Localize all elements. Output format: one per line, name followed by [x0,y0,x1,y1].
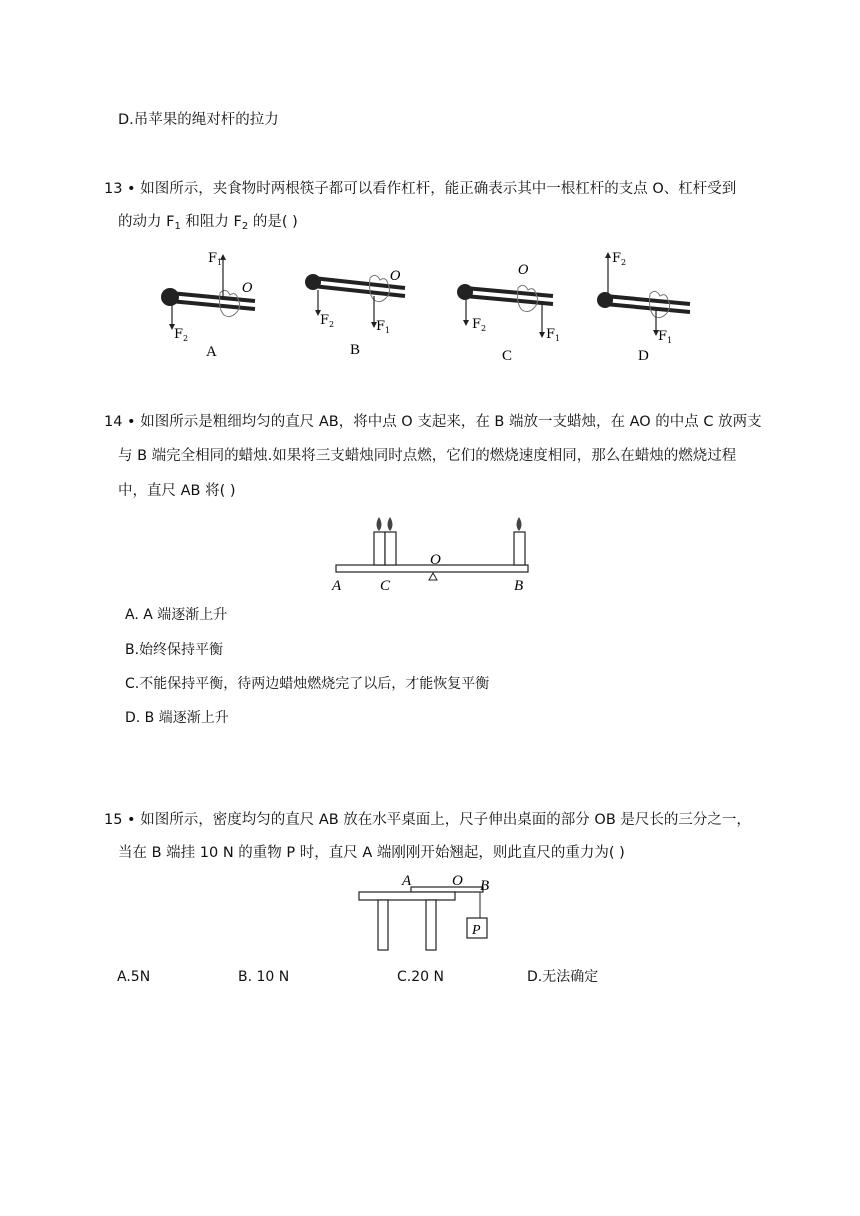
q14-label-c: C [380,578,391,592]
q13-figure-b [305,269,405,358]
q13-label-b: B [350,342,361,358]
q15-stem-line2: 当在 B 端挂 10 N 的重物 P 时，直尺 A 端刚刚开始翘起，则此直尺的重力为( ) [118,845,625,861]
q15-option-c: C.20 N [397,969,444,985]
q15-label-o: O [452,873,463,889]
q12-option-d: D.吊苹果的绳对杆的拉力 [118,112,279,128]
q13-chopstick-figures [150,248,730,370]
q14-option-c: C.不能保持平衡，待两边蜡烛燃烧完了以后，才能恢复平衡 [125,676,490,692]
q15-table-figure [356,870,506,954]
q13-label-c: C [502,348,513,364]
q14-label-o: O [430,552,441,568]
q13-b-f1-label: $F_1$ [376,319,391,335]
q15-option-a: A.5N [117,969,151,985]
q13-figure-c [457,263,560,364]
q14-option-a: A. A 端逐渐上升 [125,607,228,623]
q13-d-f1-label: $F_1$ [658,329,673,345]
q13-stem-line2: 的动力 $F_1$ 和阻力 $F_2$ 的是( ) [118,214,298,232]
q14-stem-line1: 14 • 如图所示是粗细均匀的直尺 AB，将中点 O 支起来，在 B 端放一支蜡烛，在 AO 的中点 C 放两支 [104,414,762,430]
q13-b-f2-label: $F_2$ [320,313,335,329]
q14-ruler-figure [326,512,536,592]
q14-stem-line3: 中，直尺 AB 将( ) [118,483,236,499]
q13-a-o-label: O [242,281,253,296]
q15-option-d: D.无法确定 [527,969,599,985]
q13-d-f2-label: $F_2$ [612,251,627,267]
q15-label-a: A [402,873,412,889]
q13-label-a: A [206,344,217,360]
q15-label-b: B [480,878,490,894]
q13-label-d: D [638,348,649,364]
q13-b-o-label: O [390,269,401,284]
q13-c-o-label: O [518,263,529,278]
q14-option-d: D. B 端逐渐上升 [125,710,229,726]
q13-stem-line1: 13 • 如图所示，夹食物时两根筷子都可以看作杠杆，能正确表示其中一根杠杆的支点 O、杠杆受到 [104,181,737,197]
q13-a-f2-label: $F_2$ [174,327,189,343]
q13-c-f2-label: $F_2$ [472,317,487,333]
q15-label-p: P [472,923,481,938]
q14-stem-line2: 与 B 端完全相同的蜡烛.如果将三支蜡烛同时点燃，它们的燃烧速度相同，那么在蜡烛的燃烧过程 [118,448,737,464]
q13-figure-d [597,251,690,364]
q14-label-a: A [332,578,342,592]
q15-stem-line1: 15 • 如图所示，密度均匀的直尺 AB 放在水平桌面上，尺子伸出桌面的部分 OB 是尺长的三分之一， [104,812,751,828]
q13-figure-a [161,251,255,360]
q13-c-f1-label: $F_1$ [546,327,561,343]
q14-label-b: B [514,578,524,592]
q14-option-b: B.始终保持平衡 [125,642,224,658]
q15-option-b: B. 10 N [238,969,290,985]
q13-a-f1-label: $F_1$ [208,251,223,267]
